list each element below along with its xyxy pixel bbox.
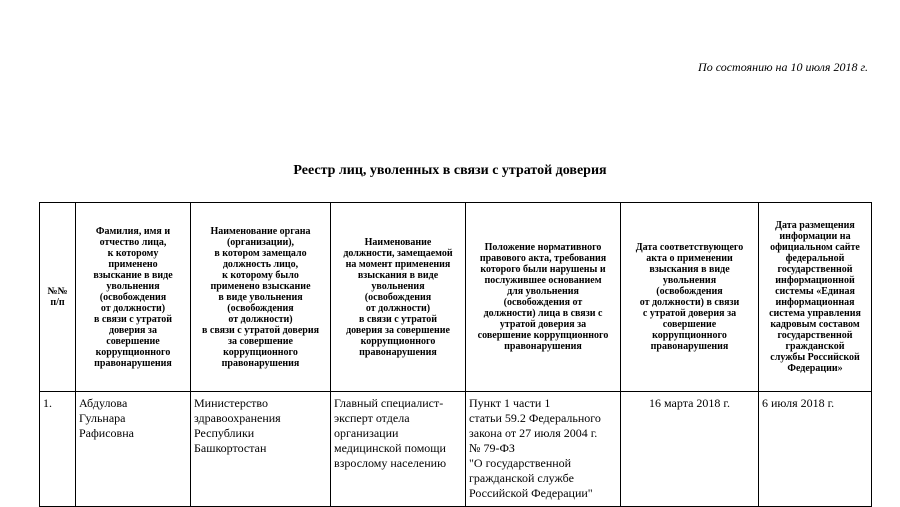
- column-header-provision: Положение нормативного правового акта, требования которого были нарушены и послужившее основанием для увольнения (освобождения от должности) лица в связи с утратой доверия за совершение коррупционного правонарушения: [466, 203, 621, 392]
- cell-name: Абдулова Гульнара Рафисовна: [76, 392, 191, 507]
- cell-organization: Министерство здравоохранения Республики Башкортостан: [191, 392, 331, 507]
- column-header-number: №№ п/п: [40, 203, 76, 392]
- column-header-act-date: Дата соответствующего акта о применении взыскания в виде увольнения (освобождения от должности) в связи с утратой доверия за совершение коррупционного правонарушения: [621, 203, 759, 392]
- cell-number: 1.: [40, 392, 76, 507]
- registry-table: [39, 202, 872, 507]
- document-title: Реестр лиц, уволенных в связи с утратой доверия: [293, 163, 607, 178]
- cell-provision: Пункт 1 части 1 статьи 59.2 Федерального закона от 27 июля 2004 г. № 79-ФЗ "О государственной гражданской службе Российской Федерации": [466, 392, 621, 507]
- cell-publish-date: 6 июля 2018 г.: [759, 392, 872, 507]
- table-row: [40, 392, 872, 507]
- column-header-organization: Наименование органа (организации), в котором замещало должность лицо, к которому было применено взыскание в виде увольнения (освобождения от должности) в связи с утратой доверия за совершение коррупционного правонарушения: [191, 203, 331, 392]
- status-date: По состоянию на 10 июля 2018 г.: [698, 60, 868, 74]
- column-header-name: Фамилия, имя и отчество лица, к которому применено взыскание в виде увольнения (освобождения от должности) в связи с утратой доверия за совершение коррупционного правонарушения: [76, 203, 191, 392]
- column-header-position: Наименование должности, замещаемой на момент применения взыскания в виде увольнения (освобождения от должности) в связи с утратой доверия за совершение коррупционного правонарушения: [331, 203, 466, 392]
- column-header-publish-date: Дата размещения информации на официальном сайте федеральной государственной информационной системы «Единая информационная система управления кадровым составом государственной гражданской службы Российской Федерации»: [759, 203, 872, 392]
- cell-act-date: 16 марта 2018 г.: [621, 392, 759, 507]
- cell-position: Главный специалист- эксперт отдела организации медицинской помощи взрослому населению: [331, 392, 466, 507]
- table-header-row: [40, 203, 872, 392]
